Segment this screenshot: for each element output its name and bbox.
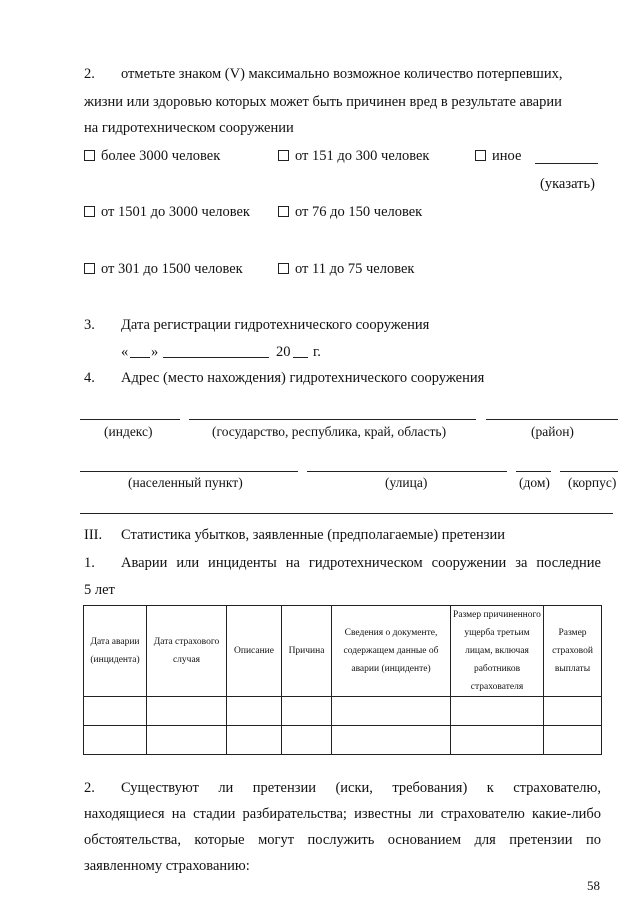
address-extra-blank[interactable] [80, 513, 613, 514]
question-2-line3: обстоятельства, которые могут послужить основанием для претензии по [84, 832, 601, 848]
locality-blank[interactable] [80, 471, 298, 472]
building-caption: (корпус) [568, 475, 617, 490]
table-cell[interactable] [147, 697, 227, 726]
option-1501-3000[interactable]: от 1501 до 3000 человек [84, 204, 250, 221]
index-caption: (индекс) [104, 424, 153, 439]
item-4-number: 4. [84, 370, 95, 386]
index-blank[interactable] [80, 419, 180, 420]
option-151-300[interactable]: от 151 до 300 человек [278, 148, 429, 165]
table-header-row [84, 606, 602, 697]
table-cell[interactable] [227, 726, 282, 755]
table-cell[interactable] [227, 697, 282, 726]
house-blank[interactable] [516, 471, 551, 472]
region-caption: (государство, республика, край, область) [212, 424, 447, 439]
year-prefix: 20 [276, 344, 291, 360]
address-label: Адрес (место нахождения) гидротехнического сооружения [121, 370, 485, 386]
table-cell[interactable] [147, 726, 227, 755]
page-number: 58 [587, 878, 600, 893]
table-cell[interactable] [282, 726, 332, 755]
table-cell[interactable] [84, 697, 147, 726]
checkbox-icon[interactable] [84, 206, 95, 217]
street-caption: (улица) [385, 475, 428, 490]
date-close-quote: » [151, 344, 159, 360]
table-cell[interactable] [544, 726, 602, 755]
item-2-line3: на гидротехническом сооружении [84, 120, 294, 136]
question-2-number: 2. [84, 780, 95, 796]
year-blank[interactable] [293, 357, 308, 358]
table-cell[interactable] [282, 697, 332, 726]
checkbox-icon[interactable] [84, 263, 95, 274]
option-301-1500[interactable]: от 301 до 1500 человек [84, 261, 243, 278]
option-other[interactable]: иное [475, 148, 521, 165]
specify-caption: (указать) [540, 176, 595, 192]
table-row [84, 697, 602, 726]
col-damage-amount: Размер причиненного ущерба третьим лицам, включая работников страхователя [451, 606, 544, 697]
checkbox-icon[interactable] [475, 150, 486, 161]
question-1-line1: Аварии или инциденты на гидротехническом сооружении за последние [121, 555, 601, 571]
incidents-table [83, 605, 602, 755]
checkbox-icon[interactable] [278, 206, 289, 217]
option-76-150[interactable]: от 76 до 150 человек [278, 204, 422, 221]
registration-date-label: Дата регистрации гидротехнического сооружения [121, 317, 430, 333]
option-11-75[interactable]: от 11 до 75 человек [278, 261, 414, 278]
street-blank[interactable] [307, 471, 507, 472]
table-cell[interactable] [332, 726, 451, 755]
section-iii-title: Статистика убытков, заявленные (предполагаемые) претензии [121, 527, 506, 543]
item-2-line2: жизни или здоровью которых может быть причинен вред в результате аварии [84, 94, 562, 110]
district-caption: (район) [531, 424, 574, 439]
region-blank[interactable] [189, 419, 476, 420]
checkbox-icon[interactable] [84, 150, 95, 161]
col-document-info: Сведения о документе, содержащем данные об аварии (инциденте) [332, 606, 451, 697]
item-2-number: 2. [84, 66, 95, 82]
house-caption: (дом) [519, 475, 550, 490]
question-1-number: 1. [84, 555, 95, 571]
other-blank-line[interactable] [535, 163, 598, 164]
checkbox-icon[interactable] [278, 263, 289, 274]
table-cell[interactable] [332, 697, 451, 726]
building-blank[interactable] [560, 471, 618, 472]
item-3-number: 3. [84, 317, 95, 333]
question-2-line1: Существуют ли претензии (иски, требования) к страхователю, [121, 780, 601, 796]
col-incident-date: Дата аварии (инцидента) [84, 606, 147, 697]
date-open-quote: « [121, 344, 129, 360]
question-1-line2: 5 лет [84, 582, 115, 598]
section-iii-number: III. [84, 527, 103, 543]
option-more-3000[interactable]: более 3000 человек [84, 148, 220, 165]
col-insured-event-date: Дата страхового случая [147, 606, 227, 697]
month-blank[interactable] [163, 357, 269, 358]
table-cell[interactable] [451, 726, 544, 755]
district-blank[interactable] [486, 419, 618, 420]
locality-caption: (населенный пункт) [128, 475, 243, 490]
checkbox-icon[interactable] [278, 150, 289, 161]
table-cell[interactable] [84, 726, 147, 755]
table-cell[interactable] [544, 697, 602, 726]
question-2-line4: заявленному страхованию: [84, 858, 250, 874]
col-description: Описание [227, 606, 282, 697]
table-row [84, 726, 602, 755]
question-2-line2: находящиеся на стадии разбирательства; известны ли страхователю какие-либо [84, 806, 601, 822]
col-cause: Причина [282, 606, 332, 697]
col-insurance-payout: Размер страховой выплаты [544, 606, 602, 697]
year-suffix: г. [313, 344, 321, 360]
table-cell[interactable] [451, 697, 544, 726]
day-blank[interactable] [130, 357, 150, 358]
item-2-line1: отметьте знаком (V) максимально возможное количество потерпевших, [121, 66, 563, 82]
